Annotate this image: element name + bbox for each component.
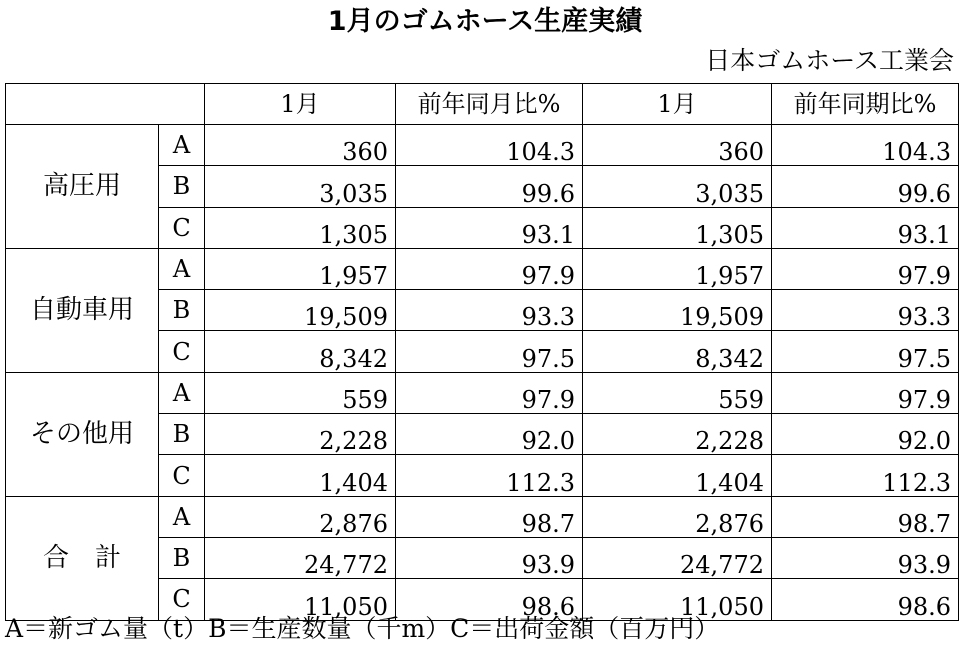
value-cell: 97.5 bbox=[396, 331, 583, 372]
value-cell: 1,957 bbox=[583, 248, 772, 289]
value-cell: 559 bbox=[583, 372, 772, 413]
header-yoy-month: 前年同月比% bbox=[396, 84, 583, 125]
value-cell: 24,772 bbox=[583, 537, 772, 578]
header-month: 1月 bbox=[205, 84, 396, 125]
value-cell: 93.3 bbox=[396, 290, 583, 331]
sub-label: C bbox=[159, 455, 205, 496]
value-cell: 360 bbox=[205, 125, 396, 166]
footnote: A＝新ゴム量（t）B＝生産数量（千m）C＝出荷金額（百万円） bbox=[5, 614, 720, 643]
header-month-cumulative: 1月 bbox=[583, 84, 772, 125]
header-corner-cell bbox=[6, 84, 205, 125]
table-row bbox=[6, 248, 959, 289]
value-cell: 360 bbox=[583, 125, 772, 166]
sub-label: B bbox=[159, 537, 205, 578]
table-header-row bbox=[6, 84, 959, 125]
organization-name: 日本ゴムホース工業会 bbox=[705, 46, 954, 75]
value-cell: 1,404 bbox=[583, 455, 772, 496]
page-title: 1月のゴムホース生産実績 bbox=[327, 6, 643, 37]
value-cell: 112.3 bbox=[396, 455, 583, 496]
value-cell: 11,050 bbox=[583, 579, 772, 620]
value-cell: 1,305 bbox=[583, 207, 772, 248]
value-cell: 112.3 bbox=[772, 455, 959, 496]
value-cell: 93.1 bbox=[396, 207, 583, 248]
group-label: その他用 bbox=[6, 372, 159, 496]
value-cell: 97.9 bbox=[396, 248, 583, 289]
sub-label: A bbox=[159, 125, 205, 166]
value-cell: 19,509 bbox=[205, 290, 396, 331]
value-cell: 3,035 bbox=[583, 166, 772, 207]
group-label: 自動車用 bbox=[6, 248, 159, 372]
value-cell: 98.6 bbox=[396, 579, 583, 620]
value-cell: 92.0 bbox=[396, 414, 583, 455]
value-cell: 93.9 bbox=[772, 537, 959, 578]
sub-label: A bbox=[159, 248, 205, 289]
value-cell: 93.1 bbox=[772, 207, 959, 248]
value-cell: 2,876 bbox=[205, 496, 396, 537]
value-cell: 1,957 bbox=[205, 248, 396, 289]
value-cell: 104.3 bbox=[772, 125, 959, 166]
value-cell: 97.5 bbox=[772, 331, 959, 372]
sub-label: C bbox=[159, 579, 205, 620]
group-label: 合 計 bbox=[6, 496, 159, 620]
value-cell: 2,228 bbox=[205, 414, 396, 455]
value-cell: 97.9 bbox=[772, 372, 959, 413]
value-cell: 99.6 bbox=[772, 166, 959, 207]
value-cell: 98.7 bbox=[396, 496, 583, 537]
table-row bbox=[6, 372, 959, 413]
table-row bbox=[6, 125, 959, 166]
value-cell: 19,509 bbox=[583, 290, 772, 331]
production-table bbox=[5, 83, 959, 621]
value-cell: 1,404 bbox=[205, 455, 396, 496]
value-cell: 104.3 bbox=[396, 125, 583, 166]
sub-label: A bbox=[159, 372, 205, 413]
value-cell: 93.9 bbox=[396, 537, 583, 578]
value-cell: 97.9 bbox=[772, 248, 959, 289]
value-cell: 2,228 bbox=[583, 414, 772, 455]
value-cell: 97.9 bbox=[396, 372, 583, 413]
table-row bbox=[6, 496, 959, 537]
value-cell: 98.6 bbox=[772, 579, 959, 620]
value-cell: 99.6 bbox=[396, 166, 583, 207]
header-yoy-period: 前年同期比% bbox=[772, 84, 959, 125]
value-cell: 93.3 bbox=[772, 290, 959, 331]
value-cell: 98.7 bbox=[772, 496, 959, 537]
value-cell: 11,050 bbox=[205, 579, 396, 620]
value-cell: 1,305 bbox=[205, 207, 396, 248]
group-label: 高圧用 bbox=[6, 125, 159, 249]
sub-label: C bbox=[159, 207, 205, 248]
value-cell: 2,876 bbox=[583, 496, 772, 537]
sub-label: B bbox=[159, 414, 205, 455]
value-cell: 24,772 bbox=[205, 537, 396, 578]
sub-label: A bbox=[159, 496, 205, 537]
sub-label: B bbox=[159, 166, 205, 207]
value-cell: 92.0 bbox=[772, 414, 959, 455]
value-cell: 3,035 bbox=[205, 166, 396, 207]
sub-label: B bbox=[159, 290, 205, 331]
value-cell: 8,342 bbox=[205, 331, 396, 372]
sub-label: C bbox=[159, 331, 205, 372]
value-cell: 559 bbox=[205, 372, 396, 413]
value-cell: 8,342 bbox=[583, 331, 772, 372]
